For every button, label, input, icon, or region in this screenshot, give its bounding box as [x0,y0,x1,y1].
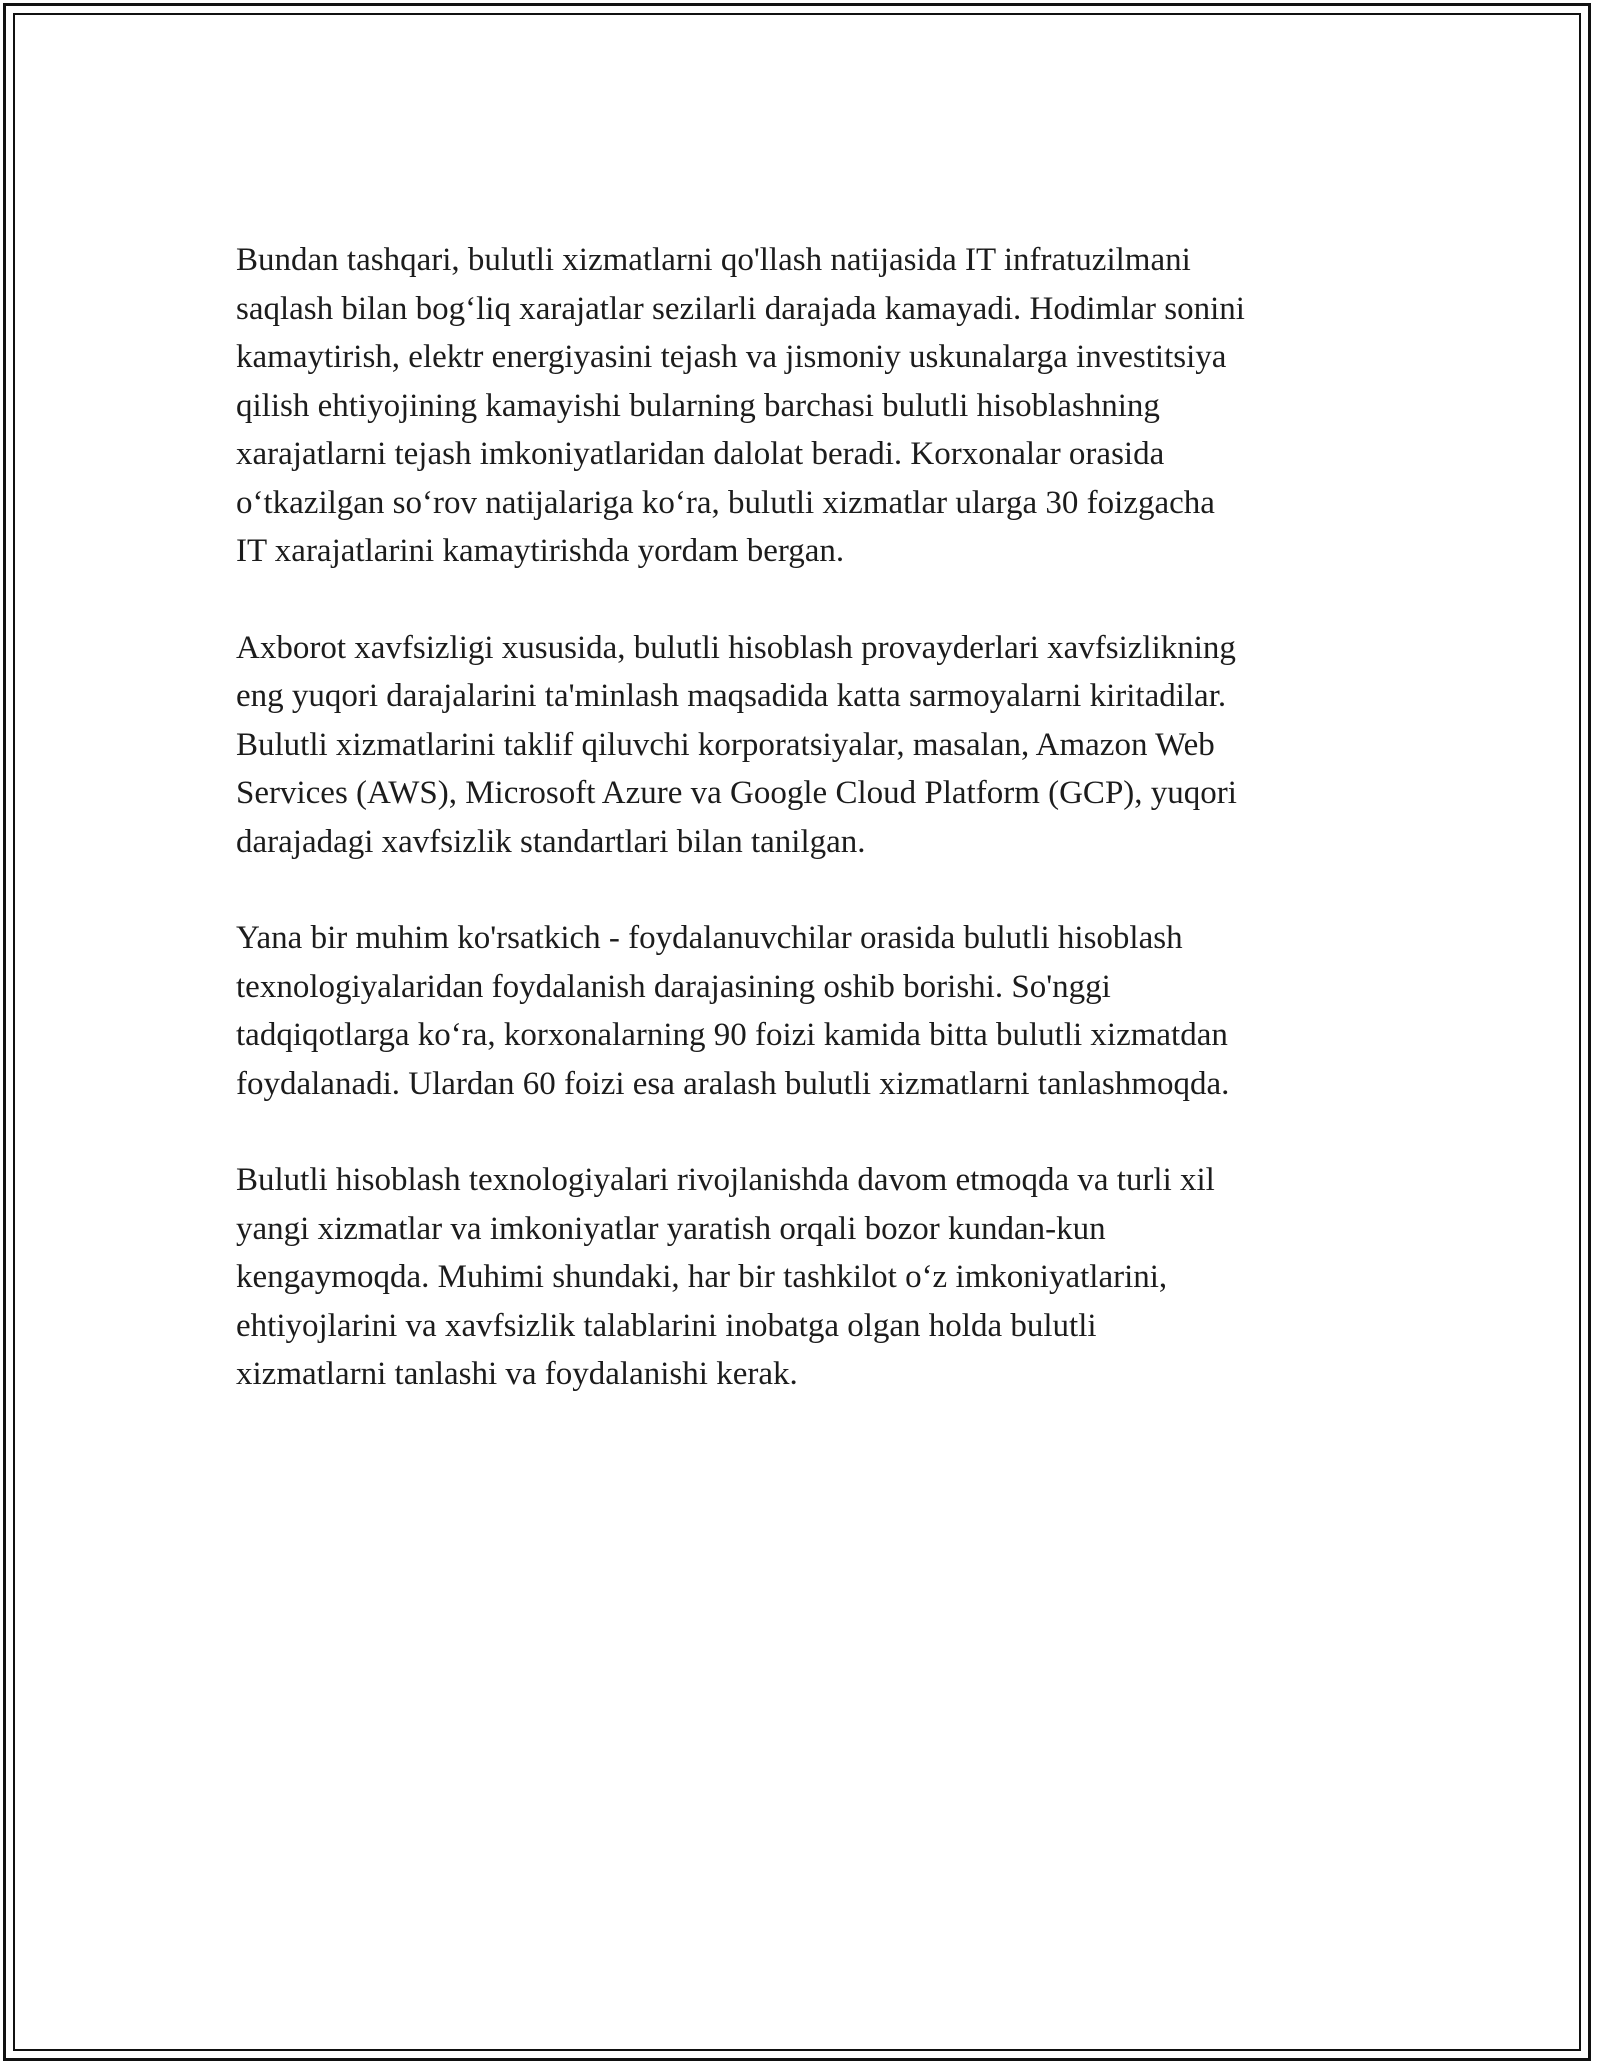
paragraph-information-security: Axborot xavfsizligi xususida, bulutli hisoblash provayderlari xavfsizlikning eng yuqori darajalarini ta'minlash maqsadida katta sarmoyalarni kiritadilar. Bulutli xizmatlarini taklif qiluvchi korporatsiyalar, masalan, Amazon Web Services (AWS), Microsoft Azure va Google Cloud Platform (GCP), yuqori darajadagi xavfsizlik standartlari bilan tanilgan. [236,629,1237,860]
document-body [236,236,1376,1447]
paragraph-it-cost-savings: Bundan tashqari, bulutli xizmatlarni qo'llash natijasida IT infratuzilmani saqlash bilan bog‘liq xarajatlar sezilarli darajada kamayadi. Hodimlar sonini kamaytirish, elektr energiyasini tejash va jismoniy uskunalarga investitsiya qilish ehtiyojining kamayishi bularning barchasi bulutli hisoblashning xarajatlarni tejash imkoniyatlaridan dalolat beradi. Korxonalar orasida o‘tkazilgan so‘rov natijalariga ko‘ra, bulutli xizmatlar ularga 30 foizgacha IT xarajatlarini kamaytirishda yordam bergan. [236,242,1245,569]
paragraph-adoption-statistics: Yana bir muhim ko'rsatkich - foydalanuvchilar orasida bulutli hisoblash texnologiyalaridan foydalanish darajasining oshib borishi. So'nggi tadqiqotlarga ko‘ra, korxonalarning 90 foizi kamida bitta bulutli xizmatdan foydalanadi. Ulardan 60 foizi esa aralash bulutli xizmatlarni tanlashmoqda. [236,920,1230,1102]
paragraph-conclusion: Bulutli hisoblash texnologiyalari rivojlanishda davom etmoqda va turli xil yangi xizmatlar va imkoniyatlar yaratish orqali bozor kundan-kun kengaymoqda. Muhimi shundaki, har bir tashkilot o‘z imkoniyatlarini, ehtiyojlarini va xavfsizlik talablarini inobatga olgan holda bulutli xizmatlarni tanlashi va foydalanishi kerak. [236,1162,1215,1392]
